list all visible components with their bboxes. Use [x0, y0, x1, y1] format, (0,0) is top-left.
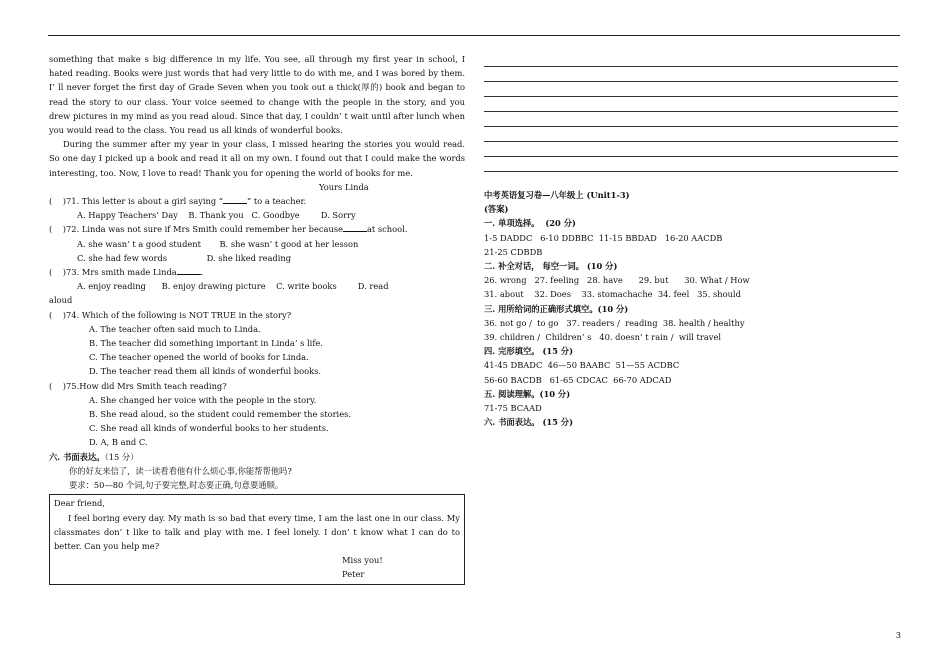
writing-line	[484, 67, 898, 82]
answer-line: 41-45 DBADC 46—50 BAABC 51—55 ACDBC	[484, 360, 680, 371]
question-stem: ( )75.How did Mrs Smith teach reading?	[49, 380, 227, 391]
answer-blank	[343, 223, 367, 232]
question-74	[49, 308, 465, 379]
question-72	[49, 222, 465, 265]
answer-line: 六. 书面表达。 (15 分)	[484, 417, 574, 428]
answer-line: 五. 阅读理解。(10 分)	[484, 388, 571, 399]
question-option: B. The teacher did something important in Linda’ s life.	[89, 338, 323, 349]
friend-letter-box	[49, 494, 465, 584]
top-rule	[48, 35, 900, 36]
writing-line	[484, 142, 898, 157]
writing-line	[484, 112, 898, 127]
letter-name: Peter	[342, 569, 365, 580]
answer-title: 中考英语复习卷—八年级上 (Unit1-3)	[484, 190, 630, 200]
answer-key	[484, 188, 904, 429]
question-71	[49, 194, 465, 222]
writing-instruction-1: 你的好友来信了，读一读看看他有什么烦心事,你能帮帮他吗?	[69, 465, 292, 476]
question-73	[49, 265, 465, 308]
question-option: A. She changed her voice with the people in the story.	[89, 394, 317, 405]
question-stem: ( )72. Linda was not sure if Mrs Smith could remember her because	[49, 224, 343, 235]
answer-line: 71-75 BCAAD	[484, 403, 542, 414]
question-options: A. she wasn’ t a good student B. she wasn’ t good at her lesson	[77, 238, 359, 249]
letter-body: I feel boring every day. My math is so bad that every time, I am the last one in our class. My classmates don’ t like to talk and play with me. I feel lonely. I don’ t know what I can do to better. Can you help me?	[54, 512, 460, 551]
answer-blank	[223, 195, 247, 204]
answer-line: 三. 用所给词的正确形式填空。(10 分)	[484, 303, 629, 314]
letter-close: Miss you!	[342, 555, 383, 566]
passage-paragraph-1: something that make s big difference in my life. You see, all through my first year in school, I hated reading. Books were just words that had very little to do with me, and I was bored by them. I’ ll never forget the first day of Grade Seven when you took out a thick(厚的) book and began to read the story to our class. Your voice seemed to change with the people in the story, and you drew pictures in my mind as you read aloud. Since that day, I couldn’ t wait until after lunch when you would read to the class. You read us all kinds of wonderful books.	[49, 54, 465, 136]
answer-blank	[177, 266, 201, 275]
writing-lines	[484, 52, 904, 172]
passage-paragraph-2: During the summer after my year in your class, I missed hearing the stories you would read. So one day I picked up a book and read it all on my own. I found out that I could make the words interesting, too. Now, I love to read! Thank you for opening the world of books for me.	[49, 139, 465, 178]
writing-line	[484, 157, 898, 172]
answer-line: 56-60 BACDB 61-65 CDCAC 66-70 ADCAD	[484, 374, 672, 385]
question-options: A. enjoy reading B. enjoy drawing picture C. write books D. read	[77, 281, 389, 292]
question-options: A. Happy Teachers’ Day B. Thank you C. Goodbye D. Sorry	[77, 210, 356, 221]
letter-greeting: Dear friend,	[54, 498, 106, 509]
answer-line: 二. 补全对话， 每空一词。 (10 分)	[484, 261, 618, 272]
question-option: A. The teacher often said much to Linda.	[89, 323, 261, 334]
section-heading: 六. 书面表达。	[49, 451, 105, 462]
answer-line: 36. not go / to go 37. readers / reading 38. health / healthy	[484, 317, 745, 328]
section-score: （15 分）	[104, 451, 139, 462]
answer-line: 四. 完形填空。 (15 分)	[484, 346, 574, 357]
question-options: C. she had few words D. she liked reading	[77, 252, 292, 263]
question-stem-tail: .	[200, 267, 204, 278]
question-option: D. A, B and C.	[89, 437, 148, 448]
left-column	[49, 52, 465, 585]
page-number: 3	[895, 630, 901, 640]
question-stem: ( )73. Mrs smith made Linda	[49, 267, 177, 278]
question-stem: ( )74. Which of the following is NOT TRUE in the story?	[49, 309, 292, 320]
letter-signoff: Yours Linda	[319, 181, 369, 192]
question-options-continued: aloud	[49, 295, 73, 306]
answer-line: 26. wrong 27. feeling 28. have 29. but 30. What / How	[484, 275, 750, 286]
answer-label: (答案)	[484, 204, 509, 215]
answer-line: 一. 单项选择。 (20 分)	[484, 218, 576, 229]
writing-line	[484, 127, 898, 142]
right-column	[484, 52, 904, 429]
answer-line: 31. about 32. Does 33. stomachache 34. feel 35. should	[484, 289, 741, 300]
question-stem-tail: ” to a teacher.	[247, 196, 307, 207]
writing-instruction-2: 要求：50—80 个词,句子要完整,时态要正确,句意要通顺。	[69, 480, 284, 491]
question-option: D. The teacher read them all kinds of wonderful books.	[89, 366, 321, 377]
writing-line	[484, 97, 898, 112]
answer-line: 39. children / Children’ s 40. doesn’ t rain / will travel	[484, 332, 722, 343]
question-stem: ( )71. This letter is about a girl saying “	[49, 196, 224, 207]
question-option: C. She read all kinds of wonderful books to her students.	[89, 423, 329, 434]
question-stem-tail: at school.	[366, 224, 408, 235]
question-option: B. She read aloud, so the student could remember the stories.	[89, 409, 352, 420]
question-75	[49, 379, 465, 450]
answer-line: 1-5 DADDC 6-10 DDBBC 11-15 BBDAD 16-20 AACDB	[484, 232, 723, 243]
question-option: C. The teacher opened the world of books for Linda.	[89, 352, 309, 363]
writing-line	[484, 82, 898, 97]
answer-line: 21-25 CDBDB	[484, 246, 543, 257]
writing-line	[484, 52, 898, 67]
